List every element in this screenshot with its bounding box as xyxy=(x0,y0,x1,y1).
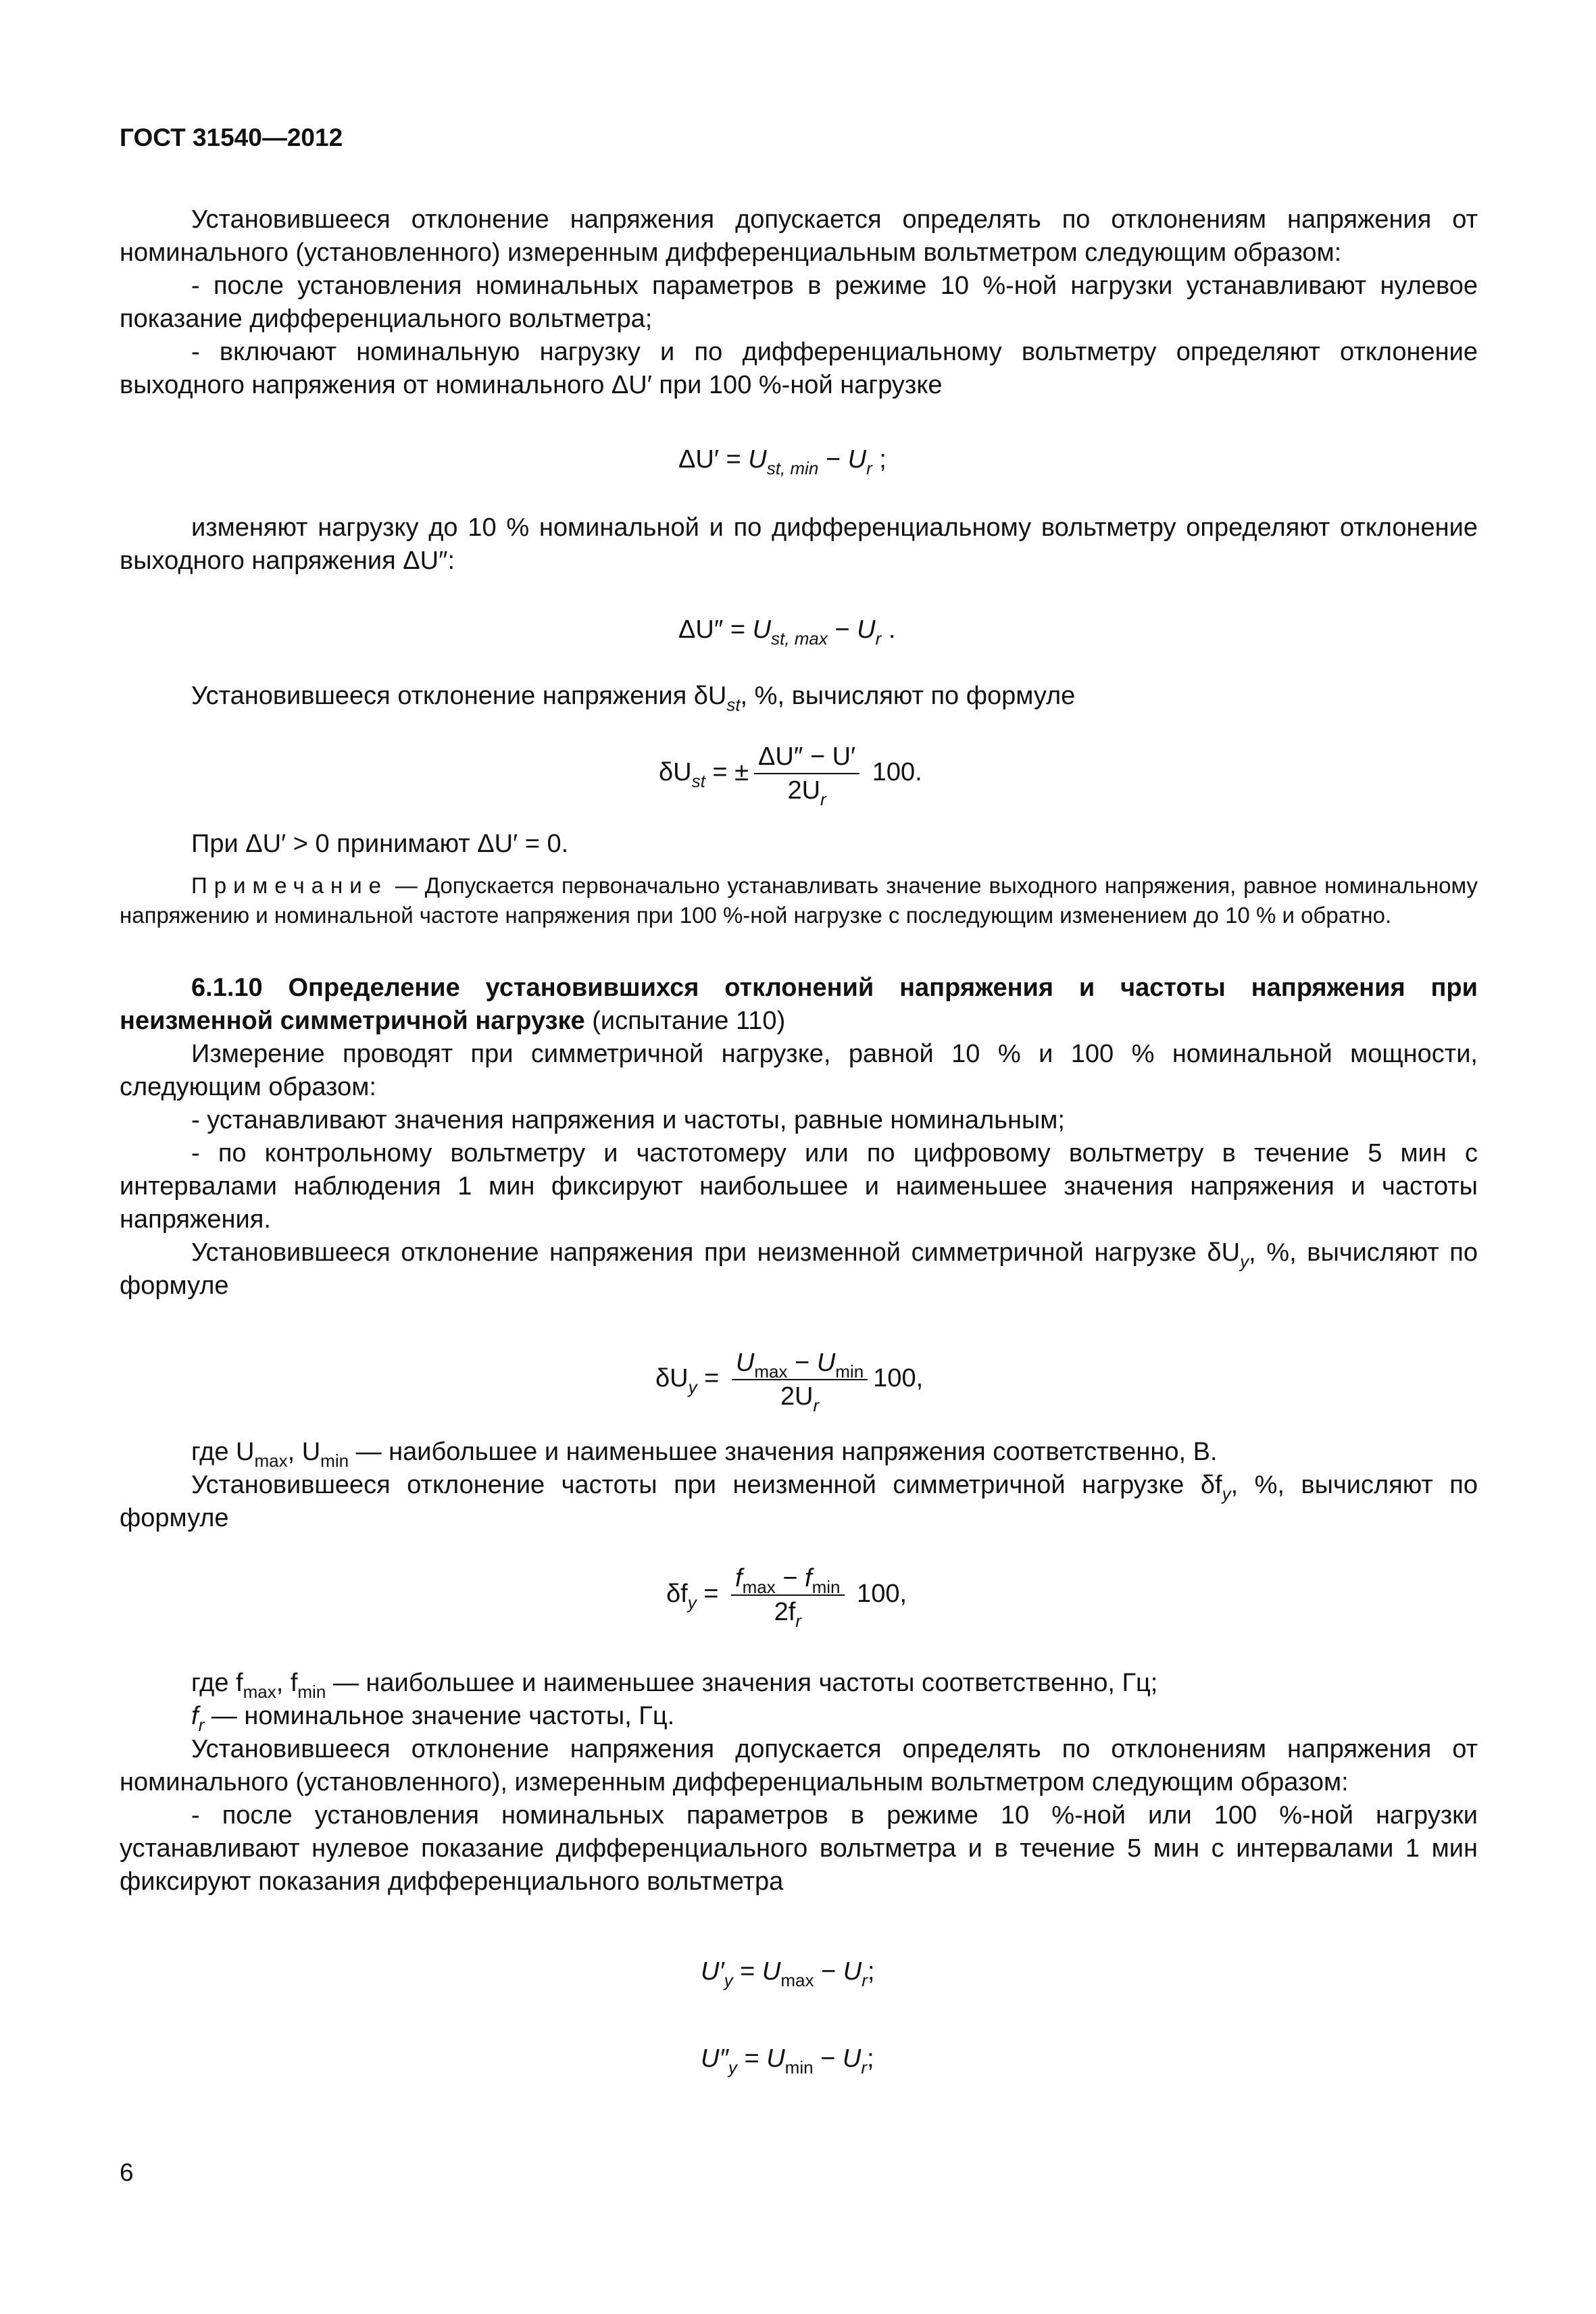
page-number: 6 xyxy=(120,2159,134,2186)
formula-var: U xyxy=(752,615,772,644)
text-sub: max xyxy=(254,1451,288,1471)
formula-var: f xyxy=(805,1564,812,1592)
paragraph xyxy=(120,1236,1478,1303)
formula-sub: r xyxy=(862,1970,868,1990)
formula-lhs: δU xyxy=(655,1364,689,1393)
formula-sub: r xyxy=(813,1395,820,1415)
text-run: , %, вычисляют по формуле xyxy=(120,1238,1478,1300)
formula-lhs: δU xyxy=(659,758,692,787)
text-block-intro xyxy=(120,203,1478,402)
formula-end: ; xyxy=(867,1957,875,1986)
section-heading xyxy=(120,972,1478,1038)
text-run: f xyxy=(191,1702,199,1730)
formula-op: − xyxy=(814,1957,843,1986)
text-run: , %, вычисляют по формуле xyxy=(740,682,1076,710)
paragraph: - после установления номинальных параметров в режиме 10 %-ной нагрузки устанавливают нулевое показание дифференциального вольтметра; xyxy=(120,272,1478,333)
formula-end: ; xyxy=(872,445,887,474)
formula-lhs: δf xyxy=(666,1580,688,1609)
formula-eq: = xyxy=(723,615,753,644)
note-block xyxy=(120,871,1478,930)
formula-sub: min xyxy=(835,1361,864,1382)
text-run: где f xyxy=(191,1669,243,1697)
formula-sub: max xyxy=(742,1577,776,1597)
formula-var: U xyxy=(842,2044,862,2073)
formula-var: 2U xyxy=(780,1382,814,1411)
paragraph: - устанавливают значения напряжения и частоты, равные номинальным; xyxy=(191,1106,1065,1134)
formula-op: − xyxy=(813,2044,843,2073)
formula-lhs: U″ xyxy=(701,2044,728,2073)
text-block-6 xyxy=(120,1667,1478,1898)
formula-var: U xyxy=(766,2044,785,2073)
formula-sub: r xyxy=(795,1611,801,1631)
paragraph: - по контрольному вольтметру и частотомеру или по цифровому вольтметру в течение 5 мин с интервалами наблюдения 1 мин фиксируют наибольшее и наименьшее значения напряжения и частоты напряжения. xyxy=(120,1139,1478,1234)
formula-eq: = xyxy=(697,1364,726,1393)
formula-delta-u-st xyxy=(659,742,922,809)
paragraph: - после установления номинальных параметров в режиме 10 %-ной или 100 %-ной нагрузки устанавливают нулевое показание дифференциального вольтметра и в течение 5 мин с интервалами 1 мин фиксируют показания дифференциального вольтметра xyxy=(120,1801,1478,1896)
formula-op: − xyxy=(818,445,848,474)
paragraph xyxy=(120,680,1478,713)
text-sub: min xyxy=(297,1682,326,1702)
fraction-numerator xyxy=(732,1348,868,1380)
paragraph: Установившееся отклонение напряжения допускается определять по отклонениям напряжения от номинального (установленного), измеренным дифференциальным вольтметром следующим образом: xyxy=(120,1735,1478,1796)
formula-var: U xyxy=(857,615,876,644)
text-block-2 xyxy=(120,511,1478,578)
formula-op: − xyxy=(787,1349,817,1377)
note-text: — Допускается первоначально устанавливать значение выходного напряжения, равное номинальному напряжению и номинальной частоте напряжения при 100 %-ной нагрузке с последующим изменением до 10 % и обратно. xyxy=(120,873,1478,928)
formula-var: 2U xyxy=(787,776,821,805)
formula-var: U xyxy=(816,1349,836,1377)
text-sub: r xyxy=(198,1715,205,1735)
paragraph: При ΔU′ > 0 принимают ΔU′ = 0. xyxy=(191,830,569,858)
formula-eq: = ± xyxy=(705,758,749,787)
formula-eq: = xyxy=(732,1957,762,1986)
formula-tail: 100, xyxy=(873,1364,924,1393)
formula-lhs: ΔU″ xyxy=(678,615,724,644)
formula-delta-u-double-prime xyxy=(678,613,895,647)
text-run: где U xyxy=(191,1438,255,1466)
fraction-numerator xyxy=(731,1563,844,1596)
formula-sub: y xyxy=(724,1970,733,1990)
formula-eq: = xyxy=(718,445,749,474)
formula-var: U xyxy=(847,445,867,474)
formula-op: − xyxy=(775,1564,805,1592)
formula-sub: st xyxy=(691,771,705,792)
fraction-numerator: ΔU″ − U′ xyxy=(754,742,859,774)
document-header: ГОСТ 31540—2012 xyxy=(120,124,343,151)
text-block-5 xyxy=(120,1436,1478,1535)
paragraph xyxy=(120,1700,1478,1733)
formula-u-y-double-prime xyxy=(701,2042,874,2076)
formula-sub: r xyxy=(820,789,826,809)
formula-var: f xyxy=(735,1564,743,1592)
text-block-3 xyxy=(120,680,1478,713)
text-run: — наибольшее и наименьшее значения напряжения соответственно, В. xyxy=(349,1438,1218,1466)
paragraph: Измерение проводят при симметричной нагрузке, равной 10 % и 100 % номинальной мощности, следующим образом: xyxy=(120,1040,1478,1101)
paragraph xyxy=(120,1436,1478,1469)
text-run: , f xyxy=(276,1669,298,1697)
paragraph: изменяют нагрузку до 10 % номинальной и по дифференциальному вольтметру определяют отклонение выходного напряжения ΔU″: xyxy=(120,513,1478,575)
paragraph: Установившееся отклонение напряжения допускается определять по отклонениям напряжения от номинального (установленного) измеренным дифференциальным вольтметром следующим образом: xyxy=(120,205,1478,267)
text-sub: y xyxy=(1222,1484,1231,1504)
text-sub: y xyxy=(1240,1251,1249,1272)
text-run: , %, вычисляют по формуле xyxy=(120,1471,1478,1532)
formula-sub: min xyxy=(784,2057,814,2078)
formula-sub: max xyxy=(780,1970,814,1990)
formula-sub: y xyxy=(728,2057,737,2078)
text-sub: max xyxy=(243,1682,276,1702)
formula-eq: = xyxy=(696,1580,726,1609)
text-run: Установившееся отклонение напряжения δU xyxy=(191,682,727,710)
formula-sub: r xyxy=(861,2057,868,2078)
formula-sub: y xyxy=(687,1592,697,1613)
text-sub: st xyxy=(726,695,741,715)
formula-delta-u-y xyxy=(655,1348,924,1415)
formula-sub: max xyxy=(754,1361,788,1382)
section-title: 6.1.10 Определение установившихся отклонений напряжения и частоты напряжения при неизменной симметричной нагрузке xyxy=(120,974,1478,1035)
formula-fraction xyxy=(731,1563,844,1631)
paragraph xyxy=(120,1667,1478,1700)
note xyxy=(120,871,1478,930)
formula-fraction xyxy=(754,742,859,809)
section-title-tail: (испытание 110) xyxy=(584,1007,786,1035)
formula-sub: st, max xyxy=(771,628,828,649)
formula-fraction xyxy=(732,1348,868,1415)
formula-lhs: U′ xyxy=(701,1957,724,1986)
text-run: — наибольшее и наименьшее значения частоты соответственно, Гц; xyxy=(326,1669,1158,1697)
formula-tail: 100, xyxy=(849,1580,907,1609)
fraction-denominator xyxy=(731,1596,844,1631)
formula-end: ; xyxy=(867,2044,874,2073)
section-6-1-10 xyxy=(120,972,1478,1303)
formula-sub: r xyxy=(866,458,872,478)
formula-tail: 100. xyxy=(865,758,922,787)
formula-u-y-prime xyxy=(701,1955,874,1988)
note-label: Примечание xyxy=(191,873,389,898)
formula-delta-u-prime xyxy=(678,443,887,476)
formula-var: U xyxy=(748,445,767,474)
formula-lhs: ΔU′ xyxy=(678,445,719,474)
text-run: , U xyxy=(287,1438,321,1466)
formula-end: . xyxy=(881,615,896,644)
formula-var: U xyxy=(762,1957,781,1986)
formula-var: 2f xyxy=(774,1598,796,1626)
text-run: — номинальное значение частоты, Гц. xyxy=(204,1702,675,1730)
formula-op: − xyxy=(827,615,857,644)
fraction-denominator xyxy=(754,774,859,809)
fraction-denominator xyxy=(732,1380,868,1415)
formula-sub: y xyxy=(688,1377,697,1398)
formula-delta-f-y xyxy=(666,1563,907,1631)
formula-var: U xyxy=(843,1957,862,1986)
formula-var: U xyxy=(735,1349,755,1377)
formula-sub: r xyxy=(875,628,882,649)
text-run: Установившееся отклонение частоты при неизменной симметричной нагрузке δf xyxy=(191,1471,1222,1499)
formula-sub: st, min xyxy=(766,458,819,478)
text-run: Установившееся отклонение напряжения при неизменной симметричной нагрузке δU xyxy=(191,1238,1241,1267)
paragraph: - включают номинальную нагрузку и по дифференциальному вольтметру определяют отклонение выходного напряжения от номинального ΔU′ при 100 %-ной нагрузке xyxy=(120,338,1478,399)
formula-eq: = xyxy=(737,2044,767,2073)
text-block-4 xyxy=(120,828,1478,861)
formula-sub: min xyxy=(812,1577,841,1597)
paragraph xyxy=(120,1469,1478,1535)
text-sub: min xyxy=(320,1451,349,1471)
